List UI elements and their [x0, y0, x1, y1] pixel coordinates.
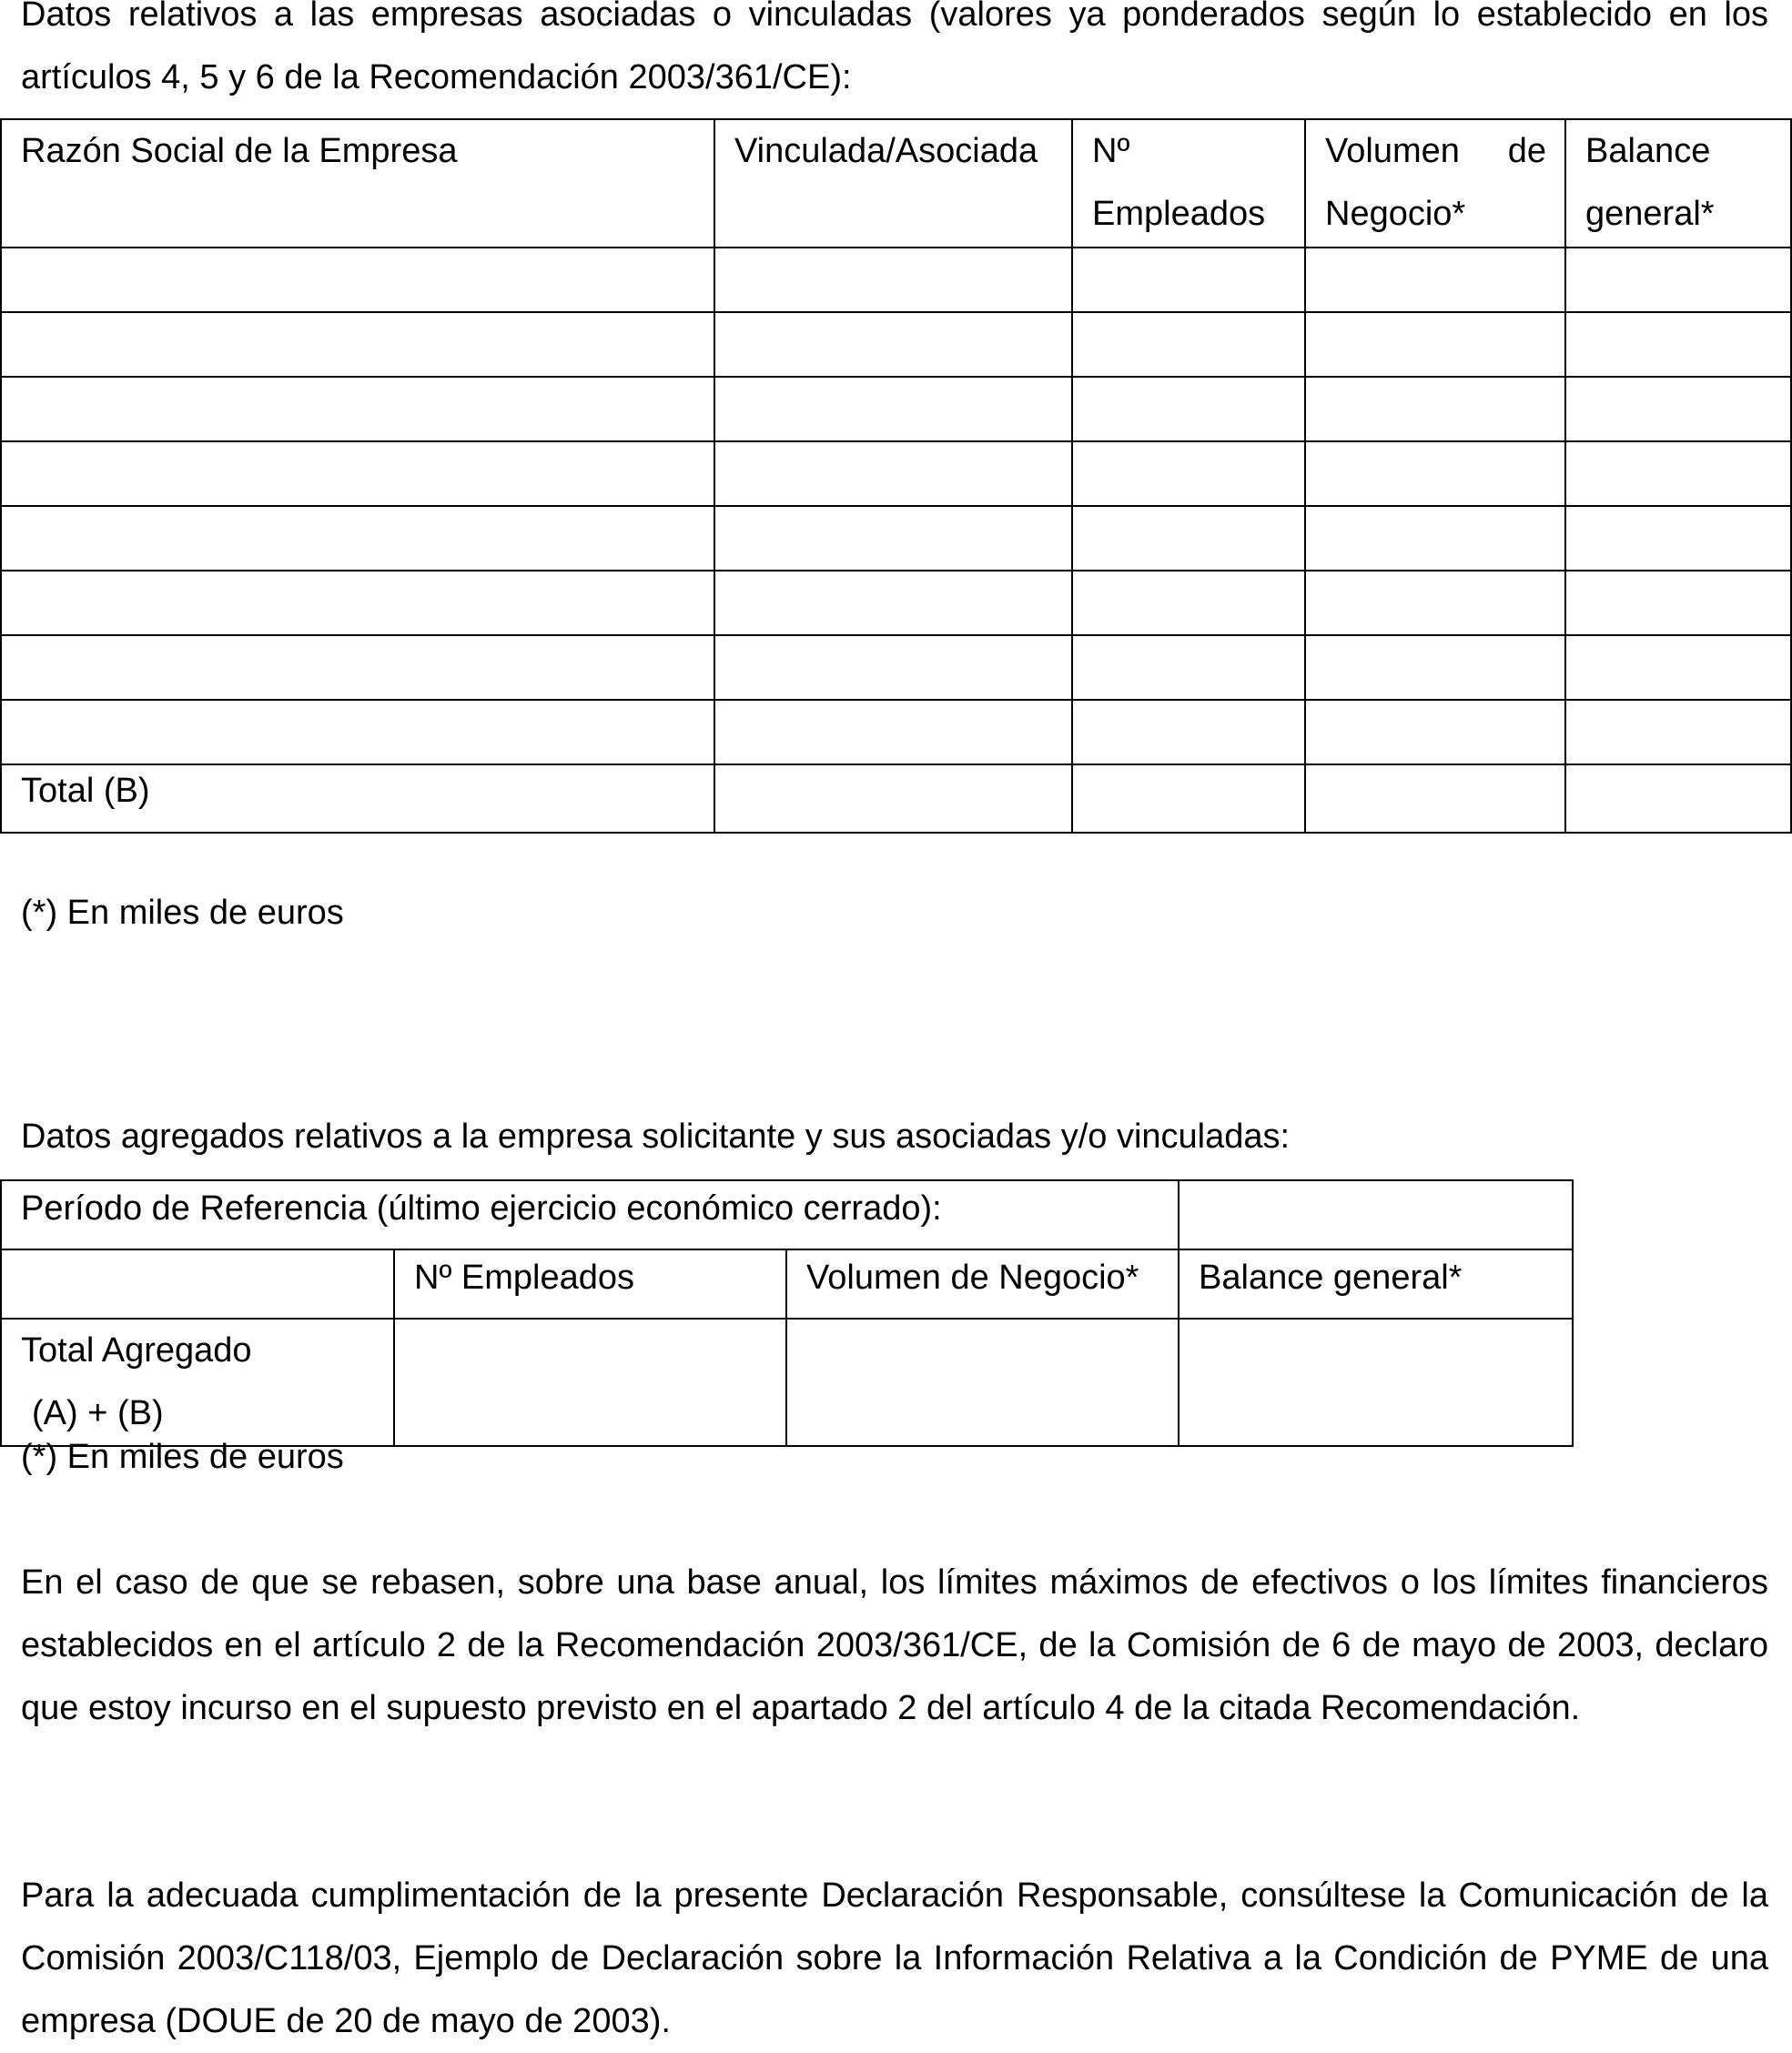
empty-cell[interactable]	[1072, 506, 1305, 571]
footnote-miles-euros: (*) En miles de euros	[21, 1438, 344, 1476]
total-row	[1, 764, 1791, 833]
empty-cell[interactable]	[714, 248, 1072, 312]
empty-cell[interactable]	[1072, 441, 1305, 506]
empty-cell[interactable]	[1305, 441, 1565, 506]
empty-cell[interactable]	[1305, 377, 1565, 441]
empty-cell[interactable]	[786, 1319, 1179, 1446]
empty-cell[interactable]	[714, 506, 1072, 571]
empty-cell[interactable]	[394, 1319, 786, 1446]
empty-header-cell	[1, 1249, 394, 1319]
table-row	[1, 377, 1791, 441]
paragraph-limits: En el caso de que se rebasen, sobre una base anual, los límites máximos de efectivos o los límites financieros establecidos en el artículo 2 de la Recomendación 2003/361/CE, de la Comisión de 6 de mayo de 2003, declaro que estoy incurso en el supuesto previsto en el apartado 2 del artículo 4 de la citada Recomendación.	[21, 1563, 1768, 1727]
header-balance-general: Balance general*	[1565, 119, 1791, 248]
empty-cell[interactable]	[1305, 635, 1565, 700]
header-num-empleados: Nº Empleados	[1072, 119, 1305, 248]
empty-cell[interactable]	[1305, 248, 1565, 312]
empty-cell[interactable]	[1, 312, 714, 377]
total-aggregated-row	[1, 1319, 1573, 1446]
empty-cell[interactable]	[1072, 635, 1305, 700]
empty-cell[interactable]	[1072, 764, 1305, 833]
empty-cell[interactable]	[1, 700, 714, 764]
empty-cell[interactable]	[714, 764, 1072, 833]
header-balance-general: Balance general*	[1179, 1249, 1573, 1319]
empty-cell[interactable]	[1565, 506, 1791, 571]
total-aggregated-line1: Total Agregado	[21, 1331, 252, 1370]
table-row	[1, 635, 1791, 700]
empty-cell[interactable]	[714, 441, 1072, 506]
empty-cell[interactable]	[1072, 248, 1305, 312]
aggregated-data-table	[0, 1179, 1574, 1447]
empty-cell[interactable]	[1565, 441, 1791, 506]
empty-cell[interactable]	[1179, 1319, 1573, 1446]
total-aggregated-label	[1, 1319, 394, 1446]
empty-cell[interactable]	[1, 377, 714, 441]
header-vinculada-asociada: Vinculada/Asociada	[714, 119, 1072, 248]
empty-cell[interactable]	[1072, 571, 1305, 635]
empty-cell[interactable]	[1, 506, 714, 571]
empty-cell[interactable]	[1565, 248, 1791, 312]
empty-cell[interactable]	[1565, 571, 1791, 635]
header-volumen-negocio: Volumen de Negocio*	[786, 1249, 1179, 1319]
table-row	[1, 312, 1791, 377]
table-row	[1, 571, 1791, 635]
empty-cell[interactable]	[714, 571, 1072, 635]
empty-cell[interactable]	[1565, 764, 1791, 833]
table-header-row	[1, 1249, 1573, 1319]
empty-cell[interactable]	[1305, 571, 1565, 635]
period-row	[1, 1180, 1573, 1249]
empty-cell[interactable]	[1565, 312, 1791, 377]
empty-cell[interactable]	[714, 312, 1072, 377]
empty-cell[interactable]	[1072, 312, 1305, 377]
empty-cell[interactable]	[714, 700, 1072, 764]
header-num-empleados: Nº Empleados	[394, 1249, 786, 1319]
empty-cell[interactable]	[714, 635, 1072, 700]
header-razon-social: Razón Social de la Empresa	[1, 119, 714, 248]
total-aggregated-line2: (A) + (B)	[32, 1394, 164, 1432]
empty-cell[interactable]	[1305, 312, 1565, 377]
empty-cell[interactable]	[1, 635, 714, 700]
empty-cell[interactable]	[1, 248, 714, 312]
empty-cell[interactable]	[714, 377, 1072, 441]
empty-cell[interactable]	[1, 571, 714, 635]
total-b-label: Total (B)	[1, 764, 714, 833]
empty-cell[interactable]	[1565, 377, 1791, 441]
table-row	[1, 506, 1791, 571]
intro-associated-text: Datos relativos a las empresas asociadas o vinculadas (valores ya ponderados según lo establecido en los artículos 4, 5 y 6 de la Recomendación 2003/361/CE):	[21, 0, 1768, 96]
table-row	[1, 700, 1791, 764]
empty-cell[interactable]	[1, 441, 714, 506]
period-value-cell[interactable]	[1179, 1180, 1573, 1249]
empty-cell[interactable]	[1072, 377, 1305, 441]
paragraph-guidance: Para la adecuada cumplimentación de la presente Declaración Responsable, consúltese la Comunicación de la Comisión 2003/C118/03, Ejemplo de Declaración sobre la Información Relativa a la Condición de PYME de una empresa (DOUE de 20 de mayo de 2003).	[21, 1876, 1768, 2040]
table-row	[1, 441, 1791, 506]
empty-cell[interactable]	[1305, 700, 1565, 764]
empty-cell[interactable]	[1072, 700, 1305, 764]
empty-cell[interactable]	[1565, 635, 1791, 700]
table-row	[1, 248, 1791, 312]
empty-cell[interactable]	[1305, 764, 1565, 833]
footnote-miles-euros: (*) En miles de euros	[21, 894, 344, 932]
empty-cell[interactable]	[1565, 700, 1791, 764]
associated-companies-table	[0, 118, 1792, 834]
intro-aggregated-text: Datos agregados relativos a la empresa solicitante y sus asociadas y/o vinculadas:	[21, 1118, 1291, 1156]
table-header-row	[1, 119, 1791, 248]
empty-cell[interactable]	[1305, 506, 1565, 571]
period-label: Período de Referencia (último ejercicio económico cerrado):	[1, 1180, 1179, 1249]
header-volumen-negocio: Volumen de Negocio*	[1305, 119, 1565, 248]
